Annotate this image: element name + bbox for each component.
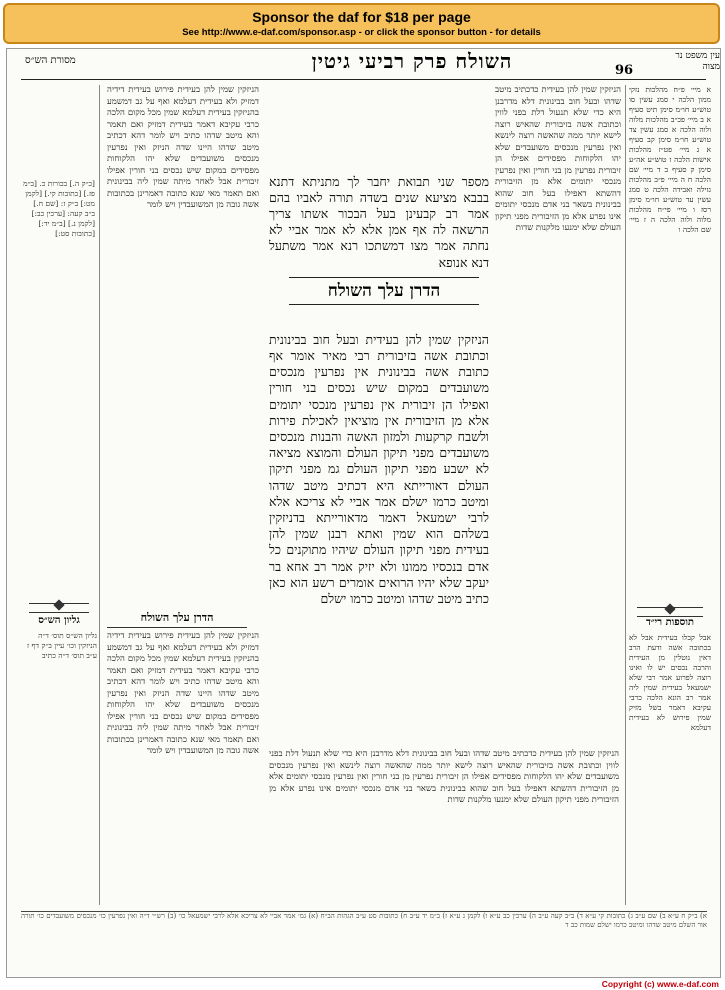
tosafot-column: [107, 85, 259, 605]
lower-chapter-heading: הדרן עלך השולח: [107, 609, 247, 628]
lower-commentary-text: הניזקין שמין להן בעידית כדכתיב מיטב שדהו ובעל חוב בבינונית דלא מדרבנן היא כדי שלא תנעול דלת בפני לווין וכתובת אשה בזיבורית שהאיש רוצה לישא יותר ממה שהאשה רוצה לינשא ואין נפרעין מנכסים משועבדים שלא יהו הלקוחות מפסידים אפילו הן זיבורית נפרעין מן בני חורין ואין נפרעין מנכסי יתומים אלא מן הזיבורית דהשתא דאפילו בעל חוב שהוא בבינונית בשאר בני אדם מנכסי יתומים אינו נפרע אלא מן הזיבורית מפני תיקון העולם שלא ימנעו מלקנות שדות: [269, 749, 619, 805]
rid-column: [629, 633, 711, 905]
header-rule: [21, 79, 706, 80]
tosafot-lower-column: [107, 631, 259, 905]
tosafot-text: הניזקין שמין להן בעידית פירוש בעידית דידיה דמזיק ולא בעידית דעלמא ואף על גב דמשמע בהניזקין בעידית דעלמא שמין מכל מקום הלכה כרבי עקיבא דאמר בעידית דמזיק ואם תאמר והא מיטב שדהו כתיב ויש לומר דהא דכתיב מיטב שדהו היינו שדה הניזק ואין נפרעין מנכסים משועבדים שלא יהו הלקוחות מפסידים במקום שיש נכסים בני חורין אפילו זיבורית אבל לאחר מיתה שמין ליה בבינונית ואם תאמר מאי שנא כתובה דאמרינן בכתובות אשה גובה מן המשועבדין ויש לומר: [107, 85, 259, 210]
page-number: 96: [615, 63, 634, 78]
copyright-text: Copyright (c) www.e-daf.com: [601, 979, 719, 989]
rid-ornament: [637, 607, 703, 617]
lower-commentary: [269, 749, 619, 905]
ein-mishpat-column: [629, 85, 711, 605]
rid-text: אבל קבלו בעידית אבל לא בכתובה אשה ודעת הרב דאין נוטלין מן העידית והרבה נכסים יש לו ואינו רוצה לפרוע אמר רבי שלא ישמעאל בעידית שמין ליה אמר רב הונא הלכה כרבי עקיבא דאמר בשל מזיק שמין פירוש לא בעידית דעלמא: [629, 633, 711, 732]
gemara-text-block: [269, 161, 489, 743]
chapter-end-heading: הדרן עלך השולח: [289, 277, 479, 305]
ein-mishpat-text: א מיי׳ פ״ח מהלכות נזקי ממון הלכה י סמג עשין סו טוש״ע חו״מ סימן תיט סעיף א ב מיי׳ פכ״ב מהלכות מלוה ולוה הלכה א סמג עשין צד טוש״ע חו״מ סימן קב סעיף א ג מיי׳ פט״ז מהלכות אישות הלכה ז טוש״ע אה״ע סימן ק סעיף ב ד מיי׳ שם הלכה ח ה מיי׳ פ״ב מהלכות גזילה ואבידה הלכה ט סמג עשין עד טוש״ע חו״מ סימן רסז ו מיי׳ פי״ח מהלכות מלוה ולוה הלכה ה ז מיי׳ שם הלכה ו: [629, 85, 711, 234]
gilyon-ornament: [29, 603, 89, 613]
rashi-text: הניזקין שמין להן בעידית כדכתיב מיטב שדהו ובעל חוב בבינונית דלא מדרבנן היא כדי שלא תנעול דלת בפני לווין וכתובת אשה בזיבורית שהאיש רוצה לישא יותר ממה שהאשה רוצה לינשא ואין נפרעין מנכסים משועבדים שלא יהו הלקוחות מפסידים אפילו הן זיבורית נפרעין מן בני חורין ואין נפרעין מנכסי יתומים אלא מן הזיבורית דהשתא דאפילו בעל חוב שהוא בבינונית בשאר בני אדם מנכסי יתומים אינו נפרע אלא מן הזיבורית מפני תיקון העולם שלא ימנעו מלקנות שדות: [495, 85, 621, 233]
rid-heading: תוספות רי״ד: [645, 617, 695, 628]
gemara-text: מספר שני תבואת יחבר לך מתניתא דתנא בבבא מציעא שנים בשדה תורה לאביו בהם אמר רב קבעינן בעל הבכור אשתו צריך הרשאה לה אף אמן אלא לא אמר אביי לא נחתה אמר מצו דמשתכו רנא אמר משתעל דנא אנופא: [269, 173, 489, 270]
footer-notes: א) ב״ק ח ע״א ב) שם ע״ב ג) כתובות קי ע״א ד) ב״ב קעה ע״ב ה) ערכין כב ע״א ו) לקמן נ ע״א ז) ב״מ יד ע״ב ח) כתובות סט ע״ב הגהות הב״ח (א) גמ׳ אמר אביי לא צריכא אלא לרבי ישמעאל כו׳ (ב) רש״י ד״ה ואין נפרעין כו׳ מנכסים משועבדים כו׳ תורה אור השלם מיטב שדהו ומיטב כרמו ישלם שמות כב ד: [21, 911, 707, 972]
masoret-notes: [כ״ק ה.] בכורות כ. [ב״מ פז.] [כתובות קי.] [לקמן מט:] ב״ק ז: [שם ח.] ב״ב קעה: [ערכין כב:] [לקמן נ.] [ב״מ יד:] [כתובות סט:]: [23, 179, 95, 238]
ein-mishpat-header: עין משפט נר מצוה: [675, 51, 720, 72]
gilyon-heading: גליון הש״ס: [38, 615, 80, 626]
gemara-text-2: הניזקין שמין להן בעידית ובעל חוב בבינונית וכתובת אשה בזיבורית רבי מאיר אומר אף כתובת אשה בבינונית אין נפרעין מנכסים משועבדים במקום שיש נכסים בני חורין ואפילו הן זיבורית אין נפרעין מנכסי יתומים אלא מן הזיבורית אין מוציאין לאכילת פירות ולשבח קרקעות ולמזון האשה והבנות מנכסים משועבדים מפני תיקון העולם והמוצא מציאה לא ישבע מפני תיקון העולם גמ מפני תיקון העולם דאורייתא היא דכתיב מיטב שדהו ומיטב כרמו ישלם אמר אביי לא צריכא אלא לרבי ישמעאל דאמר מדאורייתא בדניזקין בשלהם הוא שמין ואתא רבנן שמין להן בעידית מפני תיקון העולם שיהיו מתוקנים כל אדם בנכסיו ממונו ולא יזיק אמר רב אחא בר יעקב שלא יהיו הרואים אומרים רשע הוא כאן כתיב מיטב שדהו ומיטב כרמו ישלם: [269, 331, 489, 606]
gilyon-notes: גליון הש״ס תוס׳ ד״ה הניזקין וכו׳ עיין ב״ק דף ז ע״ב תוס׳ ד״ה כתיב: [26, 631, 97, 660]
tosafot-lower-text: הניזקין שמין להן בעידית פירוש בעידית דידיה דמזיק ולא בעידית דעלמא ואף על גב דמשמע בהניזקין בעידית דעלמא שמין מכל מקום הלכה כרבי עקיבא דאמר בעידית דמזיק ואם תאמר והא מיטב שדהו כתיב ויש לומר דהא דכתיב מיטב שדהו היינו שדה הניזק ואין נפרעין מנכסים משועבדים שלא יהו הלקוחות מפסידים במקום שיש נכסים בני חורין אפילו זיבורית אבל לאחר מיתה שמין ליה בבינונית ואם תאמר מאי שנא כתובה דאמרינן בכתובות אשה גובה מן המשועבדין ויש לומר: [107, 631, 259, 756]
divider: [625, 85, 626, 905]
sponsor-banner[interactable]: [3, 3, 720, 44]
sponsor-banner-title[interactable]: Sponsor the daf for $18 per page: [252, 9, 471, 25]
talmud-page: [6, 48, 721, 978]
sponsor-banner-subtitle[interactable]: See http://www.e-daf.com/sponsor.asp - or click the sponsor button - for details: [182, 27, 541, 38]
masoret-header: מסורת הש״ס: [25, 55, 76, 66]
page-title: השולח פרק רביעי גיטין: [311, 49, 513, 73]
divider: [99, 85, 100, 905]
